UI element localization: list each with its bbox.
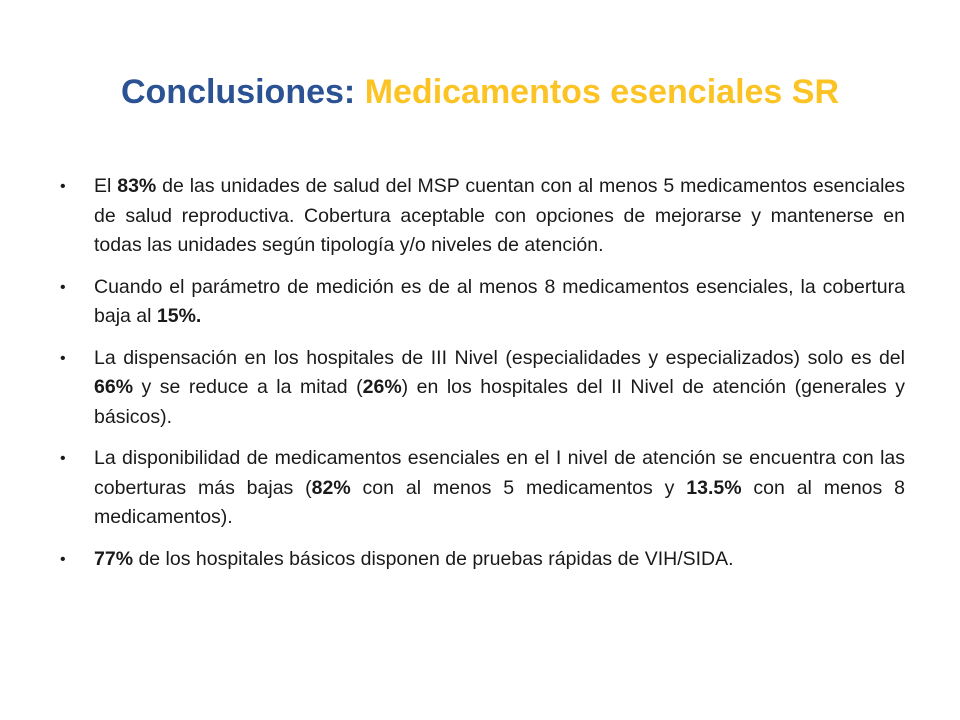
bullet-text: ) en los hospitales del II Nivel de atención (generales y básicos). (94, 376, 905, 428)
bullet-dot-icon: • (60, 278, 66, 296)
bullet-dot-icon: • (60, 178, 66, 195)
bullet-highlight: 26% (362, 376, 402, 398)
conclusions-list (57, 172, 905, 586)
bullet-text: La dispensación en los hospitales de III Nivel (especialidades y especializados) solo es del (94, 346, 905, 369)
bullet-text: y se reduce a la mitad ( (133, 376, 363, 398)
bullet-text: La disponibilidad de medicamentos esenciales en el I nivel de atención se encuentra con las coberturas más bajas ( (94, 447, 905, 499)
bullet-text: Cuando el parámetro de medición es de al menos 8 medicamentos esenciales, la cobertura baja al (94, 275, 905, 327)
bullet-text: de los hospitales básicos disponen de pruebas rápidas de VIH/SIDA. (133, 547, 734, 570)
bullet-text: con al menos 8 medicamentos). (94, 476, 905, 528)
title-prefix: Conclusiones: (120, 73, 365, 111)
bullet-text: de las unidades de salud del MSP cuentan con al menos 5 medicamentos esenciales de salud reproductiva. Cobertura aceptable con opciones de mejorarse y mantenerse en todas las unidades según tipología y/o niveles de atención. (94, 175, 905, 256)
list-item (57, 545, 905, 575)
bullet-highlight: 77% (94, 547, 134, 570)
bullet-text: con al menos 5 medicamentos y (350, 476, 687, 499)
bullet-dot-icon: • (60, 349, 66, 367)
list-item (57, 344, 905, 433)
title-topic: Medicamentos esenciales SR (364, 73, 840, 111)
bullet-highlight: 66% (94, 376, 134, 398)
bullet-highlight: 13.5% (686, 476, 742, 499)
slide-title (0, 70, 960, 114)
list-item (57, 172, 905, 261)
bullet-highlight: 83% (117, 175, 157, 197)
bullet-highlight: 82% (311, 476, 351, 499)
list-item (57, 273, 905, 332)
bullet-highlight: 15%. (156, 305, 202, 327)
bullet-dot-icon: • (60, 550, 66, 568)
bullet-dot-icon: • (60, 450, 66, 467)
list-item (57, 444, 905, 533)
bullet-text: El (94, 175, 118, 197)
